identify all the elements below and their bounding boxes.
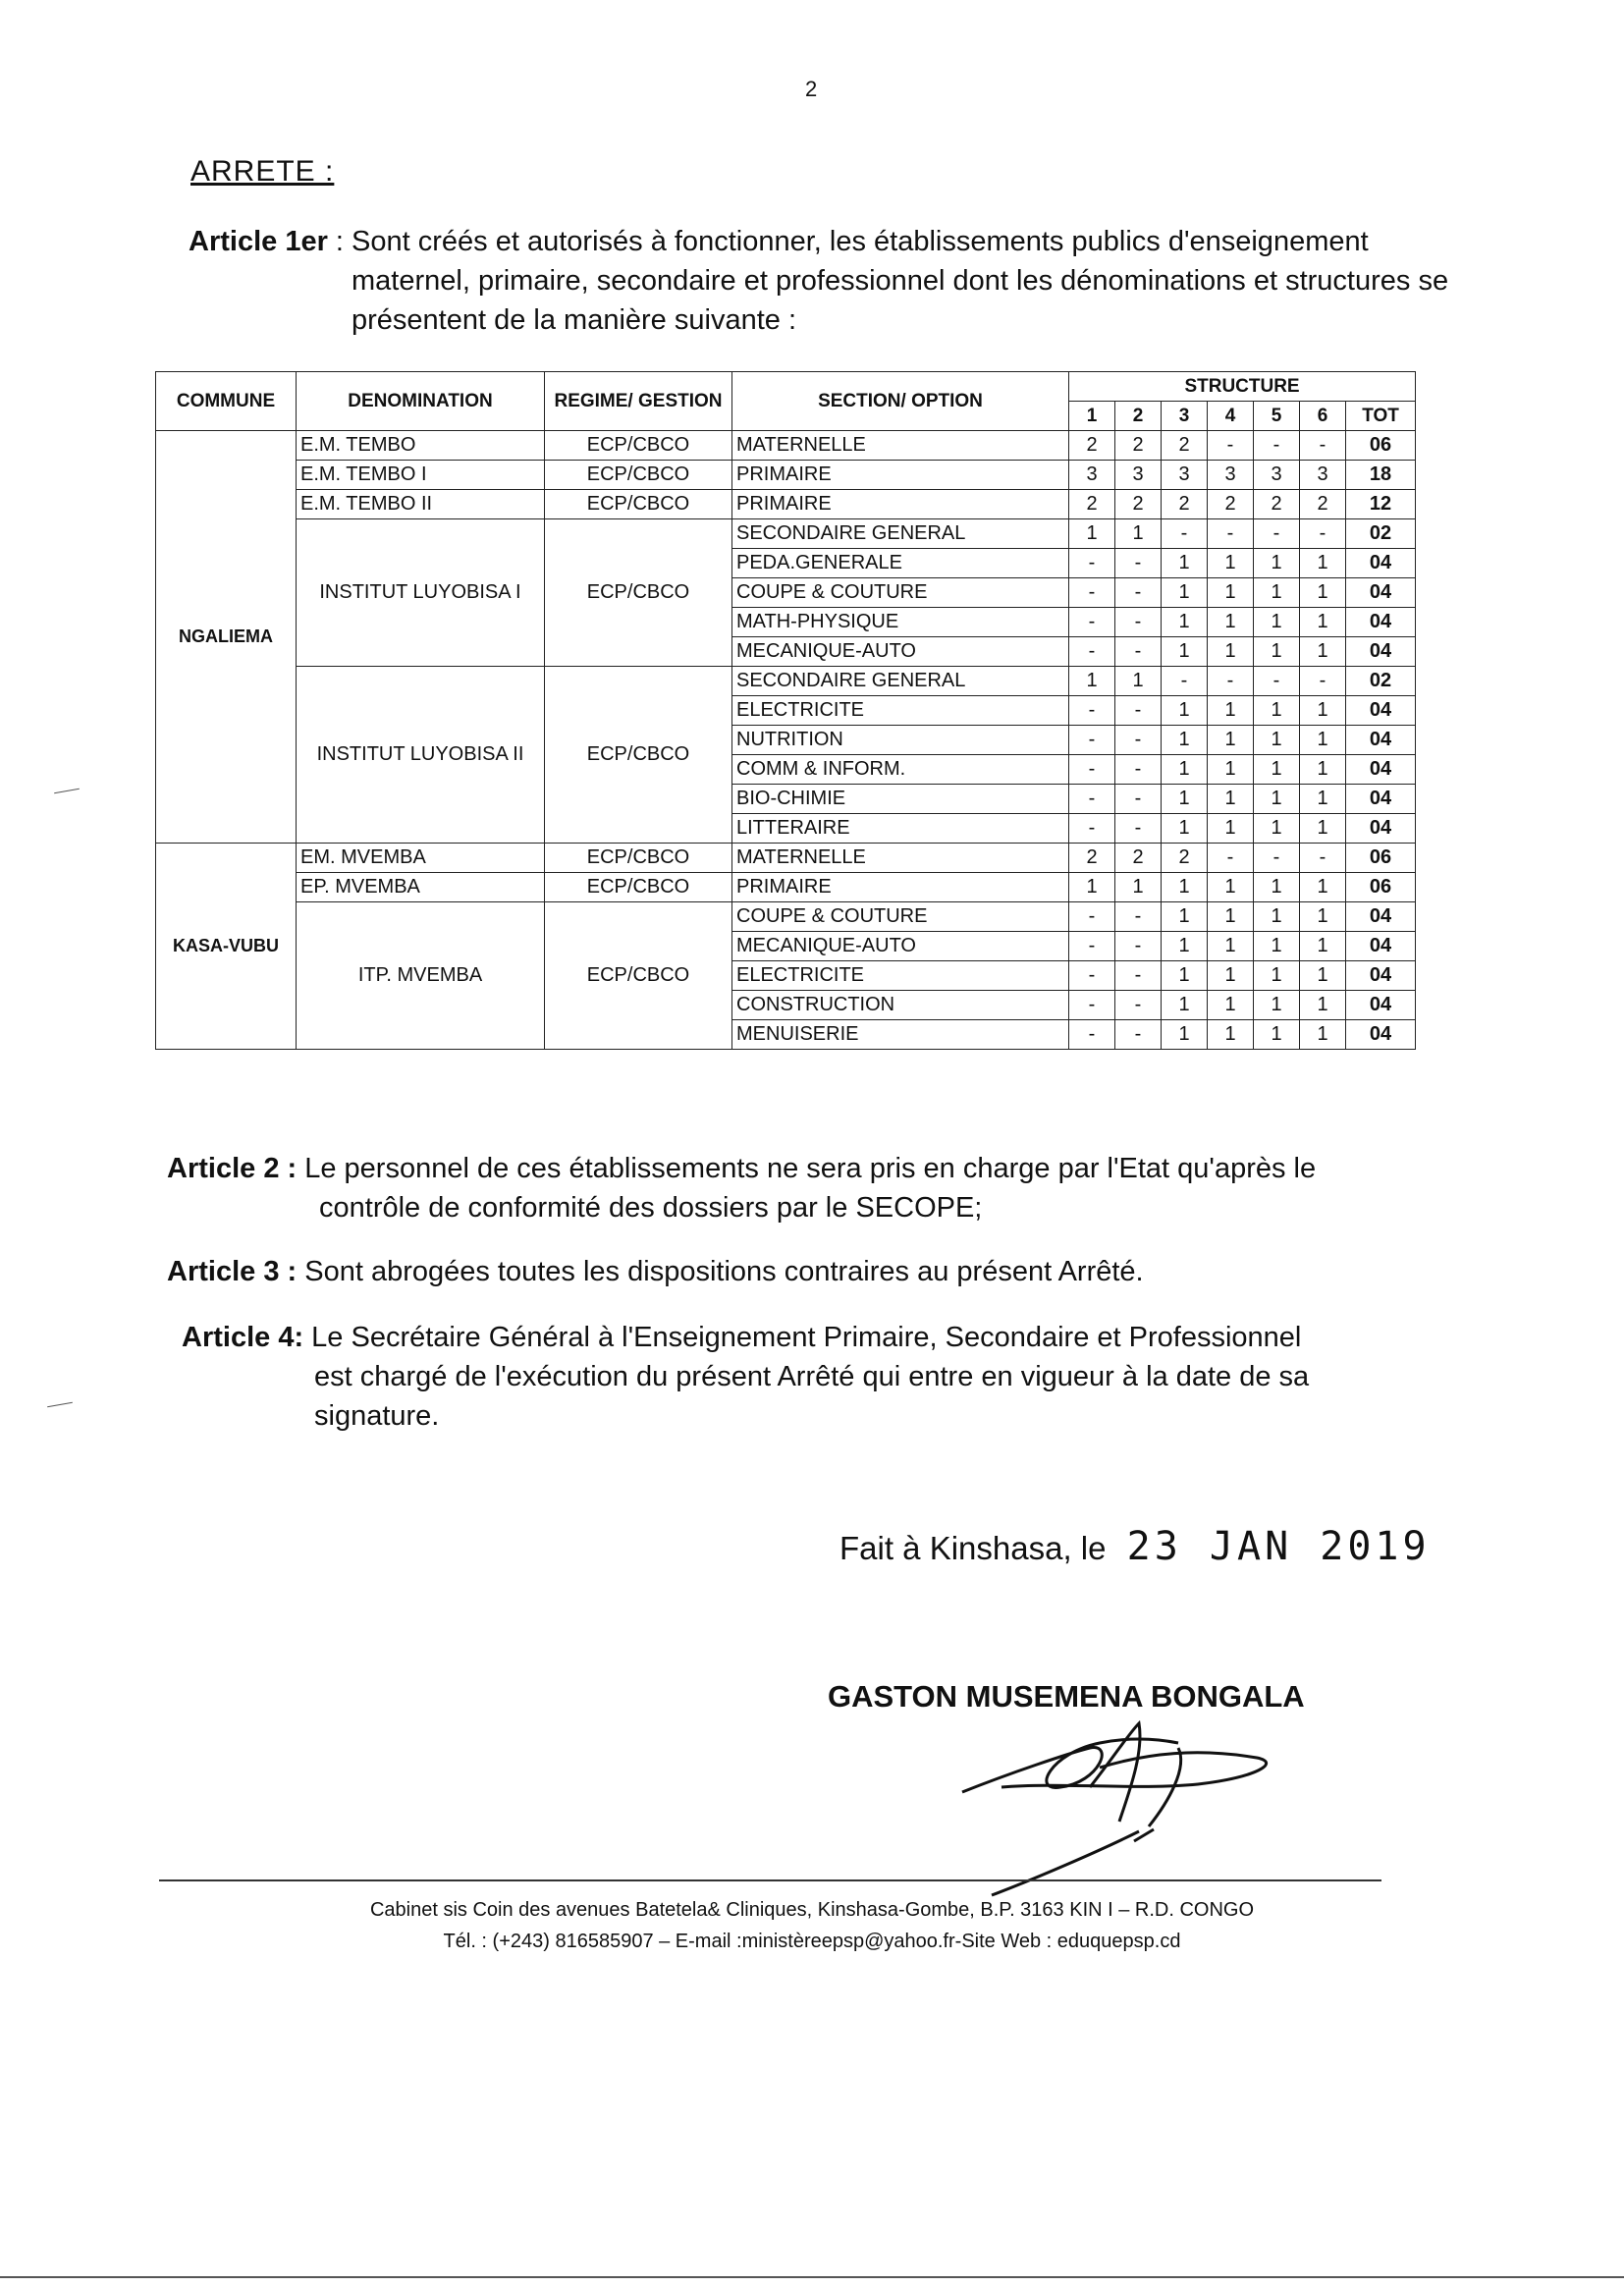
cell-value-6: 1 [1300,637,1346,667]
cell-value-3: 1 [1162,549,1208,578]
cell-value-2: - [1115,726,1162,755]
cell-value-1: 2 [1069,844,1115,873]
cell-value-6: - [1300,431,1346,461]
cell-value-1: - [1069,696,1115,726]
cell-section: PRIMAIRE [732,490,1069,519]
cell-value-4: 1 [1208,991,1254,1020]
cell-value-1: - [1069,549,1115,578]
cell-total: 04 [1346,991,1416,1020]
footer-contact: Tél. : (+243) 816585907 – E-mail :ministèreepsp@yahoo.fr-Site Web : eduquepsp.cd [443,1931,1181,1952]
cell-value-4: 1 [1208,608,1254,637]
table-row [156,902,1416,932]
cell-total: 06 [1346,873,1416,902]
cell-value-6: 1 [1300,755,1346,785]
header-commune: COMMUNE [156,372,297,431]
cell-value-5: 2 [1254,490,1300,519]
cell-value-5: 1 [1254,785,1300,814]
cell-section: COUPE & COUTURE [732,578,1069,608]
cell-value-3: 1 [1162,902,1208,932]
cell-value-2: - [1115,608,1162,637]
cell-value-5: - [1254,431,1300,461]
cell-denomination: E.M. TEMBO [297,431,545,461]
cell-value-6: 1 [1300,932,1346,961]
cell-value-2: 3 [1115,461,1162,490]
cell-section: COMM & INFORM. [732,755,1069,785]
table-row [156,873,1416,902]
cell-value-4: - [1208,431,1254,461]
cell-value-4: 1 [1208,726,1254,755]
cell-section: BIO-CHIMIE [732,785,1069,814]
cell-regime: ECP/CBCO [545,519,732,667]
cell-value-6: 1 [1300,873,1346,902]
cell-value-5: 3 [1254,461,1300,490]
cell-denomination: INSTITUT LUYOBISA I [297,519,545,667]
cell-section: MATERNELLE [732,431,1069,461]
cell-total: 04 [1346,637,1416,667]
cell-value-2: 2 [1115,490,1162,519]
table-row [156,844,1416,873]
cell-value-1: - [1069,1020,1115,1050]
cell-value-3: 1 [1162,696,1208,726]
cell-value-3: 1 [1162,932,1208,961]
cell-section: MATH-PHYSIQUE [732,608,1069,637]
header-col-4: 4 [1208,402,1254,431]
cell-denomination: EM. MVEMBA [297,844,545,873]
cell-regime: ECP/CBCO [545,844,732,873]
cell-value-6: 1 [1300,991,1346,1020]
cell-regime: ECP/CBCO [545,667,732,844]
cell-value-5: - [1254,844,1300,873]
cell-denomination: INSTITUT LUYOBISA II [297,667,545,844]
cell-section: ELECTRICITE [732,961,1069,991]
margin-mark [54,789,80,793]
table-row [156,519,1416,549]
cell-value-1: - [1069,932,1115,961]
cell-regime: ECP/CBCO [545,902,732,1050]
article-1-text-first: : Sont créés et autorisés à fonctionner, les établissements publics d'enseignement [335,226,1369,257]
cell-value-5: 1 [1254,902,1300,932]
place-date-text: Fait à Kinshasa, le [839,1530,1107,1566]
cell-denomination: E.M. TEMBO I [297,461,545,490]
cell-value-3: 3 [1162,461,1208,490]
cell-value-2: 1 [1115,519,1162,549]
cell-value-4: 1 [1208,549,1254,578]
cell-section: PEDA.GENERALE [732,549,1069,578]
cell-value-4: 1 [1208,814,1254,844]
cell-value-5: 1 [1254,961,1300,991]
cell-value-3: 1 [1162,1020,1208,1050]
cell-denomination: E.M. TEMBO II [297,490,545,519]
cell-value-4: 1 [1208,578,1254,608]
date-stamp: 23 JAN 2019 [1126,1524,1431,1569]
table-row [156,667,1416,696]
cell-value-3: 1 [1162,873,1208,902]
cell-value-2: - [1115,785,1162,814]
cell-total: 04 [1346,785,1416,814]
bottom-divider [0,2276,1624,2278]
header-col-2: 2 [1115,402,1162,431]
cell-section: PRIMAIRE [732,461,1069,490]
article-4-text-first: Le Secrétaire Général à l'Enseignement Primaire, Secondaire et Professionnel [311,1322,1302,1353]
cell-value-4: 1 [1208,785,1254,814]
cell-value-4: 1 [1208,961,1254,991]
article-3-text: Sont abrogées toutes les dispositions contraires au présent Arrêté. [304,1256,1144,1287]
article-4-text-rest: est chargé de l'exécution du présent Arrêté qui entre en vigueur à la date de sa signature. [314,1361,1310,1432]
cell-value-4: 1 [1208,873,1254,902]
cell-value-4: - [1208,519,1254,549]
cell-value-1: 3 [1069,461,1115,490]
cell-value-2: - [1115,991,1162,1020]
cell-value-5: 1 [1254,549,1300,578]
cell-total: 12 [1346,490,1416,519]
cell-value-2: 2 [1115,431,1162,461]
cell-value-4: 1 [1208,637,1254,667]
article-1-label: Article 1er [189,226,328,257]
cell-value-6: 1 [1300,608,1346,637]
arrete-heading: ARRETE : [190,155,335,188]
cell-section: COUPE & COUTURE [732,902,1069,932]
table-row [156,461,1416,490]
cell-value-2: - [1115,932,1162,961]
cell-total: 04 [1346,961,1416,991]
cell-value-3: 2 [1162,844,1208,873]
cell-value-4: 1 [1208,1020,1254,1050]
cell-value-6: 1 [1300,696,1346,726]
cell-value-6: 1 [1300,814,1346,844]
article-3-label: Article 3 : [167,1256,298,1287]
cell-value-2: 1 [1115,667,1162,696]
cell-value-3: 1 [1162,961,1208,991]
cell-section: MENUISERIE [732,1020,1069,1050]
cell-value-5: 1 [1254,755,1300,785]
cell-value-5: 1 [1254,726,1300,755]
cell-value-4: - [1208,667,1254,696]
header-col-5: 5 [1254,402,1300,431]
cell-value-1: - [1069,902,1115,932]
cell-value-5: 1 [1254,873,1300,902]
cell-section: MATERNELLE [732,844,1069,873]
cell-value-4: 1 [1208,902,1254,932]
cell-value-2: - [1115,1020,1162,1050]
cell-value-2: - [1115,961,1162,991]
cell-value-6: 1 [1300,785,1346,814]
cell-value-6: 2 [1300,490,1346,519]
cell-value-5: 1 [1254,1020,1300,1050]
cell-value-1: 1 [1069,519,1115,549]
article-2-label: Article 2 : [167,1153,298,1184]
place-date-line [839,1524,1431,1569]
cell-section: SECONDAIRE GENERAL [732,667,1069,696]
cell-commune: NGALIEMA [156,431,297,844]
header-regime: REGIME/ GESTION [545,372,732,431]
cell-value-1: 1 [1069,873,1115,902]
cell-section: MECANIQUE-AUTO [732,637,1069,667]
article-2 [167,1149,1443,1227]
cell-value-5: 1 [1254,814,1300,844]
cell-value-1: - [1069,961,1115,991]
header-col-tot: TOT [1346,402,1416,431]
cell-value-2: - [1115,755,1162,785]
cell-value-3: 1 [1162,726,1208,755]
cell-total: 04 [1346,608,1416,637]
cell-value-5: 1 [1254,932,1300,961]
cell-total: 04 [1346,726,1416,755]
cell-value-6: 1 [1300,902,1346,932]
cell-value-1: - [1069,726,1115,755]
article-4-label: Article 4: [182,1322,304,1353]
cell-regime: ECP/CBCO [545,461,732,490]
signatory-name: GASTON MUSEMENA BONGALA [828,1679,1305,1714]
cell-value-6: 1 [1300,549,1346,578]
cell-value-1: - [1069,578,1115,608]
cell-total: 06 [1346,431,1416,461]
cell-value-4: - [1208,844,1254,873]
cell-value-3: 1 [1162,785,1208,814]
article-2-text-rest: contrôle de conformité des dossiers par le SECOPE; [319,1192,983,1224]
cell-value-3: 1 [1162,991,1208,1020]
cell-section: ELECTRICITE [732,696,1069,726]
cell-value-4: 1 [1208,755,1254,785]
cell-regime: ECP/CBCO [545,490,732,519]
cell-value-2: - [1115,578,1162,608]
cell-value-6: - [1300,844,1346,873]
cell-value-3: - [1162,667,1208,696]
table-row [156,431,1416,461]
cell-value-1: - [1069,814,1115,844]
cell-value-6: 1 [1300,961,1346,991]
cell-value-1: - [1069,755,1115,785]
cell-value-1: 1 [1069,667,1115,696]
header-col-1: 1 [1069,402,1115,431]
cell-section: CONSTRUCTION [732,991,1069,1020]
cell-value-6: - [1300,519,1346,549]
cell-value-4: 1 [1208,932,1254,961]
article-1 [189,222,1494,340]
cell-denomination: EP. MVEMBA [297,873,545,902]
cell-value-4: 2 [1208,490,1254,519]
cell-value-4: 1 [1208,696,1254,726]
cell-section: LITTERAIRE [732,814,1069,844]
cell-value-3: 1 [1162,814,1208,844]
cell-value-1: - [1069,785,1115,814]
header-col-6: 6 [1300,402,1346,431]
cell-total: 04 [1346,1020,1416,1050]
cell-regime: ECP/CBCO [545,873,732,902]
cell-value-5: 1 [1254,608,1300,637]
cell-total: 06 [1346,844,1416,873]
cell-total: 04 [1346,932,1416,961]
cell-value-3: 2 [1162,490,1208,519]
article-4 [182,1318,1389,1436]
cell-commune: KASA-VUBU [156,844,297,1050]
header-col-3: 3 [1162,402,1208,431]
cell-value-5: - [1254,667,1300,696]
cell-section: PRIMAIRE [732,873,1069,902]
cell-value-3: 1 [1162,637,1208,667]
cell-total: 04 [1346,696,1416,726]
header-structure: STRUCTURE [1069,372,1416,402]
structure-table [155,371,1416,1050]
cell-section: SECONDAIRE GENERAL [732,519,1069,549]
header-section: SECTION/ OPTION [732,372,1069,431]
cell-regime: ECP/CBCO [545,431,732,461]
cell-total: 04 [1346,814,1416,844]
cell-value-3: - [1162,519,1208,549]
cell-value-2: - [1115,814,1162,844]
cell-section: MECANIQUE-AUTO [732,932,1069,961]
cell-value-6: - [1300,667,1346,696]
cell-value-3: 1 [1162,578,1208,608]
cell-total: 04 [1346,549,1416,578]
article-1-text-rest: maternel, primaire, secondaire et professionnel dont les dénominations et structures se présentent de la manière suivante : [352,265,1449,336]
article-3 [167,1252,1443,1291]
cell-value-6: 1 [1300,1020,1346,1050]
cell-total: 18 [1346,461,1416,490]
cell-section: NUTRITION [732,726,1069,755]
cell-value-1: - [1069,991,1115,1020]
footer-address: Cabinet sis Coin des avenues Batetela& Cliniques, Kinshasa-Gombe, B.P. 3163 KIN I – R.D. CONGO [369,1899,1255,1921]
header-denomination: DENOMINATION [297,372,545,431]
cell-value-2: - [1115,549,1162,578]
cell-value-2: 1 [1115,873,1162,902]
article-2-text-first: Le personnel de ces établissements ne sera pris en charge par l'Etat qu'après le [304,1153,1317,1184]
cell-value-6: 1 [1300,578,1346,608]
cell-value-5: 1 [1254,578,1300,608]
cell-value-1: 2 [1069,490,1115,519]
cell-value-2: - [1115,637,1162,667]
cell-value-6: 1 [1300,726,1346,755]
cell-value-2: 2 [1115,844,1162,873]
cell-total: 02 [1346,519,1416,549]
cell-total: 04 [1346,578,1416,608]
cell-value-1: - [1069,637,1115,667]
cell-value-4: 3 [1208,461,1254,490]
cell-value-5: 1 [1254,991,1300,1020]
page-number: 2 [805,77,818,101]
cell-value-2: - [1115,902,1162,932]
cell-value-3: 1 [1162,755,1208,785]
cell-value-5: 1 [1254,637,1300,667]
cell-denomination: ITP. MVEMBA [297,902,545,1050]
cell-value-5: - [1254,519,1300,549]
cell-value-2: - [1115,696,1162,726]
cell-value-1: 2 [1069,431,1115,461]
cell-total: 04 [1346,755,1416,785]
cell-total: 02 [1346,667,1416,696]
cell-value-1: - [1069,608,1115,637]
margin-mark [47,1402,73,1407]
cell-value-5: 1 [1254,696,1300,726]
cell-value-3: 2 [1162,431,1208,461]
footer-divider [159,1879,1381,1881]
cell-value-6: 3 [1300,461,1346,490]
cell-value-3: 1 [1162,608,1208,637]
cell-total: 04 [1346,902,1416,932]
table-row [156,490,1416,519]
